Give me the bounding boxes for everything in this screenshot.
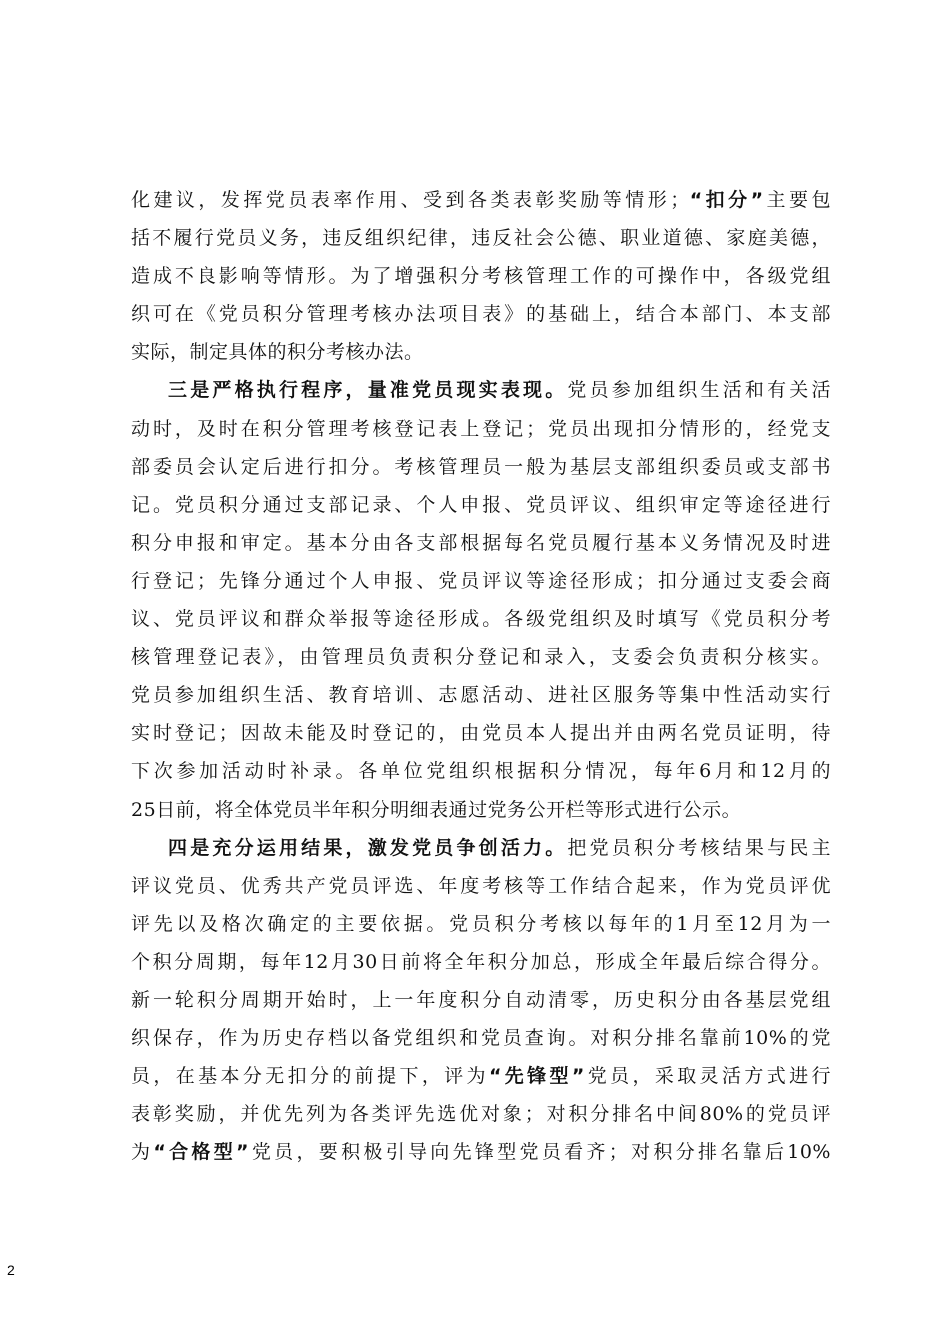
text-line: 积分申报和审定。基本分由各支部根据每名党员履行基本义务情况及时进 xyxy=(131,531,831,554)
text-line: 织可在《党员积分管理考核办法项目表》的基础上，结合本部门、本支部 xyxy=(131,303,831,326)
text-line: 三是严格执行程序，量准党员现实表现。党员参加组织生活和有关活 xyxy=(168,379,831,402)
text-line: 实际，制定具体的积分考核办法。 xyxy=(131,341,424,364)
bold-term: “扣分” xyxy=(689,189,764,211)
page-number: 2 xyxy=(7,1262,15,1278)
text-line: 织保存，作为历史存档以备党组织和党员查询。对积分排名靠前10%的党 xyxy=(131,1027,831,1050)
text-line: 个积分周期，每年12月30日前将全年积分加总，形成全年最后综合得分。 xyxy=(131,950,831,973)
bold-term: “先锋型” xyxy=(488,1065,585,1088)
text-line: 评先以及格次确定的主要依据。党员积分考核以每年的1月至12月为一 xyxy=(131,912,831,935)
text-line: 化建议，发挥党员表率作用、受到各类表彰奖励等情形；“扣分”主要包 xyxy=(131,189,831,211)
text-line: 实时登记；因故未能及时登记的，由党员本人提出并由两名党员证明，待 xyxy=(131,722,831,745)
text-line: 党员参加组织生活、教育培训、志愿活动、进社区服务等集中性活动实行 xyxy=(131,684,831,707)
text-line: 动时，及时在积分管理考核登记表上登记；党员出现扣分情形的，经党支 xyxy=(131,417,831,440)
text-line: 四是充分运用结果，激发党员争创活力。把党员积分考核结果与民主 xyxy=(168,836,831,859)
text-line: 评议党员、优秀共产党员评选、年度考核等工作结合起来，作为党员评优 xyxy=(131,874,831,897)
text-line: 表彰奖励，并优先列为各类评先选优对象；对积分排名中间80%的党员评 xyxy=(131,1103,831,1126)
text-line: 造成不良影响等情形。为了增强积分考核管理工作的可操作中，各级党组 xyxy=(131,265,831,288)
paragraph-heading: 三是严格执行程序，量准党员现实表现。 xyxy=(168,379,568,402)
text-line: 员，在基本分无扣分的前提下，评为“先锋型”党员，采取灵活方式进行 xyxy=(131,1065,831,1088)
bold-term: “合格型” xyxy=(153,1141,250,1164)
text-line: 核管理登记表》，由管理员负责积分登记和录入，支委会负责积分核实。 xyxy=(131,646,831,669)
paragraph-heading: 四是充分运用结果，激发党员争创活力。 xyxy=(168,836,568,859)
text-line: 下次参加活动时补录。各单位党组织根据积分情况，每年6月和12月的 xyxy=(131,760,831,783)
text-line: 记。党员积分通过支部记录、个人申报、党员评议、组织审定等途径进行 xyxy=(131,493,831,516)
body-text xyxy=(131,181,831,1171)
text-line: 25日前，将全体党员半年积分明细表通过党务公开栏等形式进行公示。 xyxy=(131,798,742,821)
text-line: 括不履行党员义务，违反组织纪律，违反社会公德、职业道德、家庭美德， xyxy=(131,227,831,250)
text-line: 行登记；先锋分通过个人申报、党员评议等途径形成；扣分通过支委会商 xyxy=(131,569,831,592)
text-line: 为“合格型”党员，要积极引导向先锋型党员看齐；对积分排名靠后10% xyxy=(131,1141,831,1164)
text-line: 部委员会认定后进行扣分。考核管理员一般为基层支部组织委员或支部书 xyxy=(131,455,831,478)
text-line: 议、党员评议和群众举报等途径形成。各级党组织及时填写《党员积分考 xyxy=(131,608,831,631)
text-line: 新一轮积分周期开始时，上一年度积分自动清零，历史积分由各基层党组 xyxy=(131,988,831,1011)
